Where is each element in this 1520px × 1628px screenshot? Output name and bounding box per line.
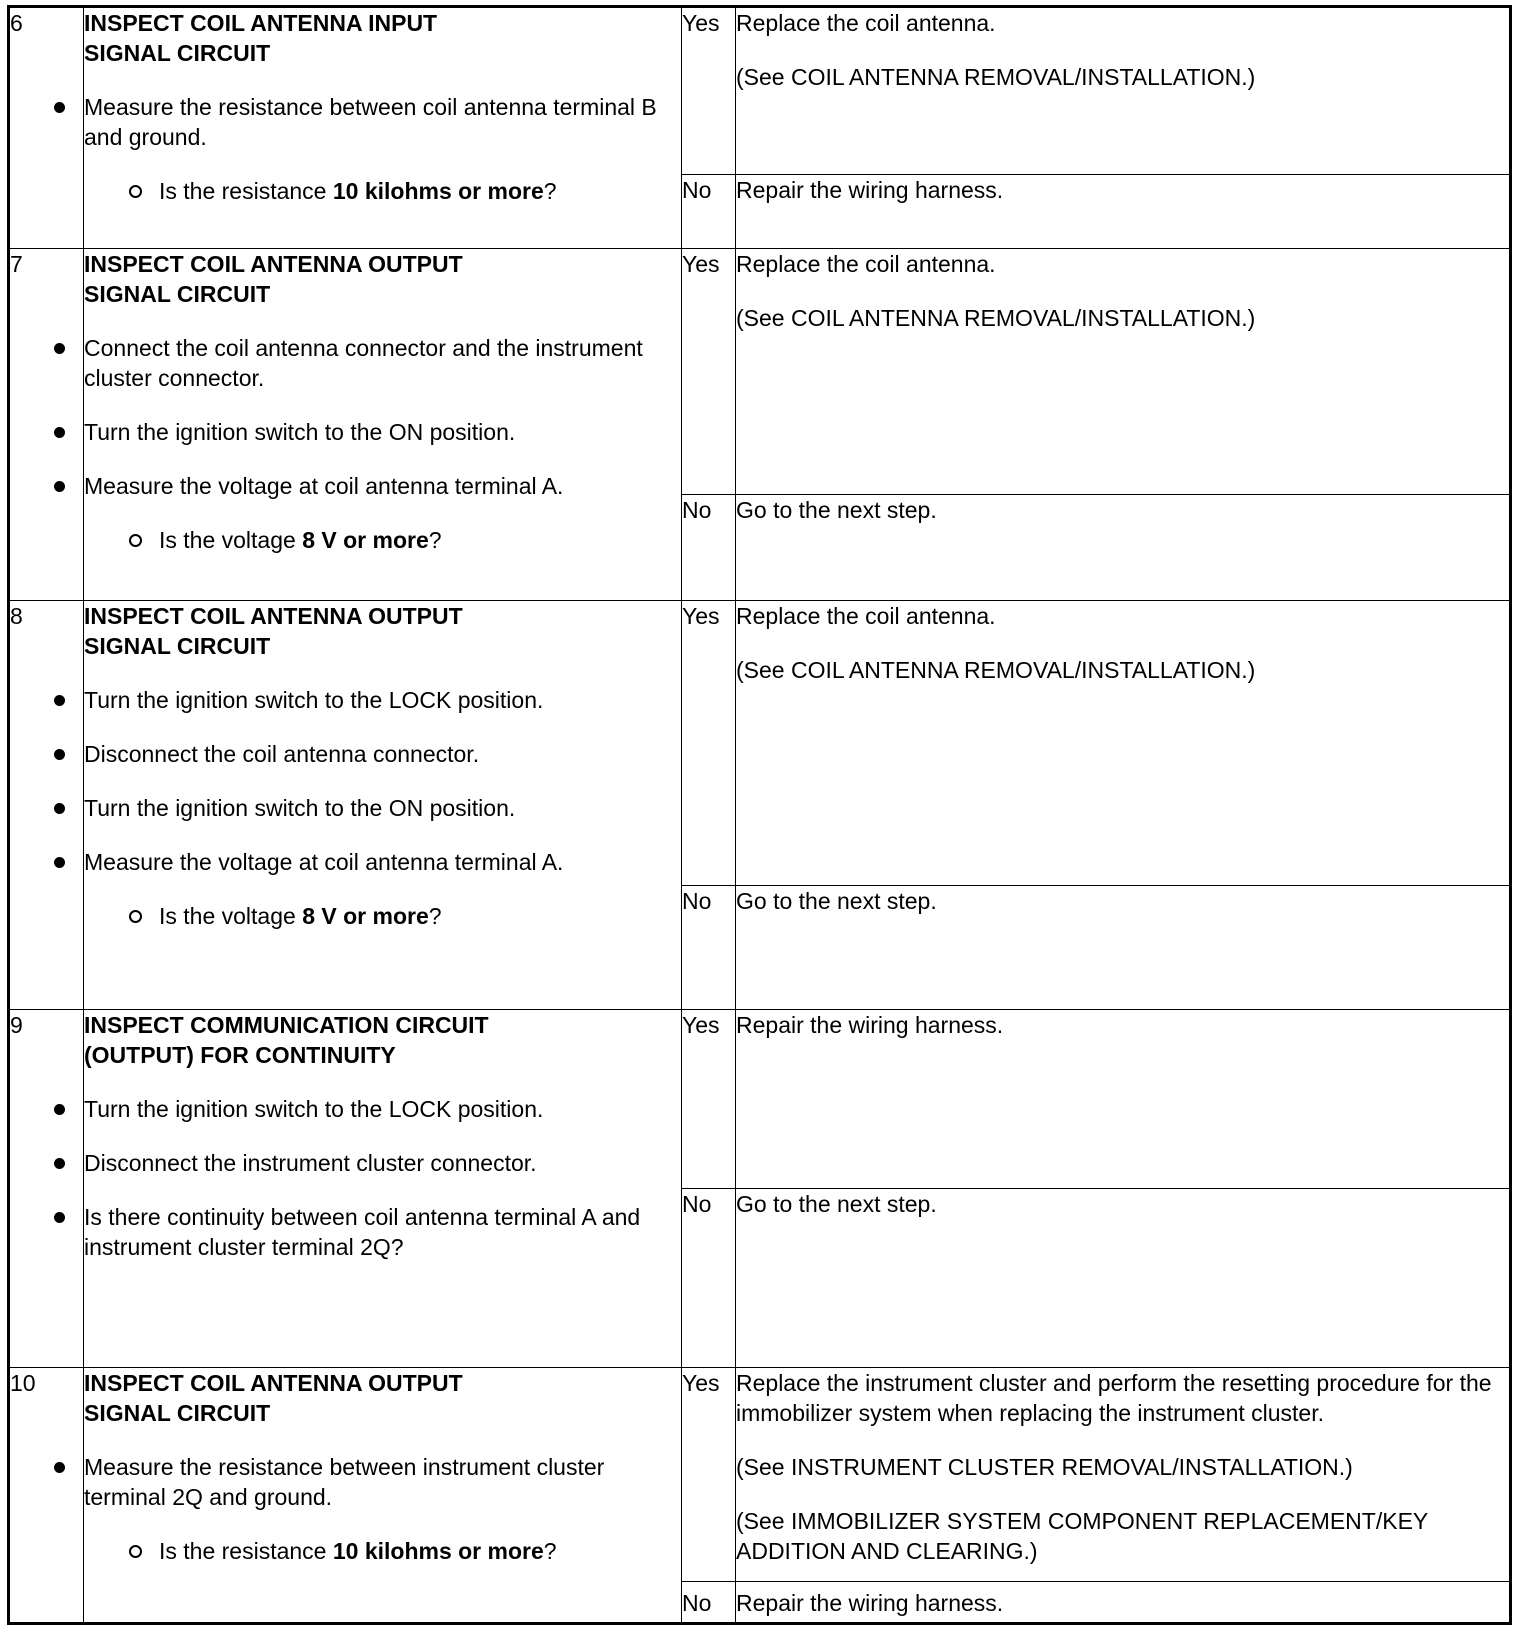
no-action: [736, 886, 1511, 1010]
no-action: [736, 1189, 1511, 1368]
step-title-line: INSPECT COMMUNICATION CIRCUIT: [84, 1012, 489, 1038]
action-line: Go to the next step.: [736, 888, 937, 914]
action-line: Replace the instrument cluster and perform the resetting procedure for the immobilizer system when replacing the instrument cluster.: [736, 1370, 1492, 1426]
step-row: [9, 1010, 1511, 1189]
step-title-line: SIGNAL CIRCUIT: [84, 40, 271, 66]
procedure-bullet: Connect the coil antenna connector and the instrument cluster connector.: [84, 333, 681, 393]
yes-label: Yes: [682, 1368, 736, 1582]
procedure-bullet: Turn the ignition switch to the LOCK position.: [84, 685, 681, 715]
step-number: 8: [9, 601, 84, 1010]
yes-label: Yes: [682, 249, 736, 495]
procedure-bullet: Turn the ignition switch to the LOCK position.: [84, 1094, 681, 1124]
action-reference: (See IMMOBILIZER SYSTEM COMPONENT REPLACEMENT/KEY ADDITION AND CLEARING.): [736, 1508, 1428, 1564]
step-title-line: INSPECT COIL ANTENNA OUTPUT: [84, 251, 463, 277]
action-reference: (See COIL ANTENNA REMOVAL/INSTALLATION.): [736, 305, 1256, 331]
yes-action: [736, 1010, 1511, 1189]
step-procedure: [84, 601, 682, 1010]
procedure-bullet: Disconnect the coil antenna connector.: [84, 739, 681, 769]
check-question: Is the voltage 8 V or more?: [159, 525, 681, 555]
step-title: [84, 1010, 681, 1070]
step-title-line: SIGNAL CIRCUIT: [84, 281, 271, 307]
yes-action: [736, 249, 1511, 495]
yes-action: [736, 1368, 1511, 1582]
procedure-bullet: Measure the resistance between coil antenna terminal B and ground.: [84, 92, 681, 152]
step-row: [9, 7, 1511, 175]
action-line: Repair the wiring harness.: [736, 1012, 1004, 1038]
step-title: [84, 249, 681, 309]
no-action: [736, 1582, 1511, 1624]
no-label: No: [682, 1189, 736, 1368]
step-title-line: (OUTPUT) FOR CONTINUITY: [84, 1042, 396, 1068]
step-number: 6: [9, 7, 84, 249]
action-line: Repair the wiring harness.: [736, 1590, 1004, 1616]
step-title: [84, 8, 681, 68]
step-row: [9, 601, 1511, 886]
check-question: Is the resistance 10 kilohms or more?: [159, 176, 681, 206]
troubleshooting-table: [7, 5, 1512, 1625]
procedure-bullet: Measure the voltage at coil antenna terminal A.: [84, 471, 681, 501]
step-title-line: SIGNAL CIRCUIT: [84, 1400, 271, 1426]
step-title: [84, 1368, 681, 1428]
no-label: No: [682, 1582, 736, 1624]
no-action: [736, 495, 1511, 601]
step-title-line: INSPECT COIL ANTENNA OUTPUT: [84, 603, 463, 629]
procedure-bullet: Is there continuity between coil antenna terminal A and instrument cluster terminal 2Q?: [84, 1202, 681, 1262]
step-title-line: INSPECT COIL ANTENNA OUTPUT: [84, 1370, 463, 1396]
action-reference: (See COIL ANTENNA REMOVAL/INSTALLATION.): [736, 657, 1256, 683]
action-line: Repair the wiring harness.: [736, 177, 1004, 203]
step-procedure: [84, 1010, 682, 1368]
yes-action: [736, 7, 1511, 175]
action-line: Go to the next step.: [736, 1191, 937, 1217]
no-label: No: [682, 495, 736, 601]
action-reference: (See COIL ANTENNA REMOVAL/INSTALLATION.): [736, 64, 1256, 90]
check-question: Is the resistance 10 kilohms or more?: [159, 1536, 681, 1566]
step-number: 10: [9, 1368, 84, 1624]
procedure-bullet: Turn the ignition switch to the ON position.: [84, 793, 681, 823]
action-line: Go to the next step.: [736, 497, 937, 523]
procedure-bullet: Measure the resistance between instrument cluster terminal 2Q and ground.: [84, 1452, 681, 1512]
yes-label: Yes: [682, 1010, 736, 1189]
procedure-bullet: Disconnect the instrument cluster connector.: [84, 1148, 681, 1178]
check-question: Is the voltage 8 V or more?: [159, 901, 681, 931]
step-number: 9: [9, 1010, 84, 1368]
action-reference: (See INSTRUMENT CLUSTER REMOVAL/INSTALLATION.): [736, 1454, 1353, 1480]
step-procedure: [84, 7, 682, 249]
yes-label: Yes: [682, 7, 736, 175]
action-line: Replace the coil antenna.: [736, 10, 996, 36]
step-title-line: INSPECT COIL ANTENNA INPUT: [84, 10, 438, 36]
step-row: [9, 1368, 1511, 1582]
yes-action: [736, 601, 1511, 886]
action-line: Replace the coil antenna.: [736, 251, 996, 277]
no-label: No: [682, 175, 736, 249]
procedure-bullet: Measure the voltage at coil antenna terminal A.: [84, 847, 681, 877]
step-procedure: [84, 249, 682, 601]
yes-label: Yes: [682, 601, 736, 886]
action-line: Replace the coil antenna.: [736, 603, 996, 629]
step-title-line: SIGNAL CIRCUIT: [84, 633, 271, 659]
no-action: [736, 175, 1511, 249]
step-procedure: [84, 1368, 682, 1624]
step-title: [84, 601, 681, 661]
step-number: 7: [9, 249, 84, 601]
no-label: No: [682, 886, 736, 1010]
step-row: [9, 249, 1511, 495]
procedure-bullet: Turn the ignition switch to the ON position.: [84, 417, 681, 447]
